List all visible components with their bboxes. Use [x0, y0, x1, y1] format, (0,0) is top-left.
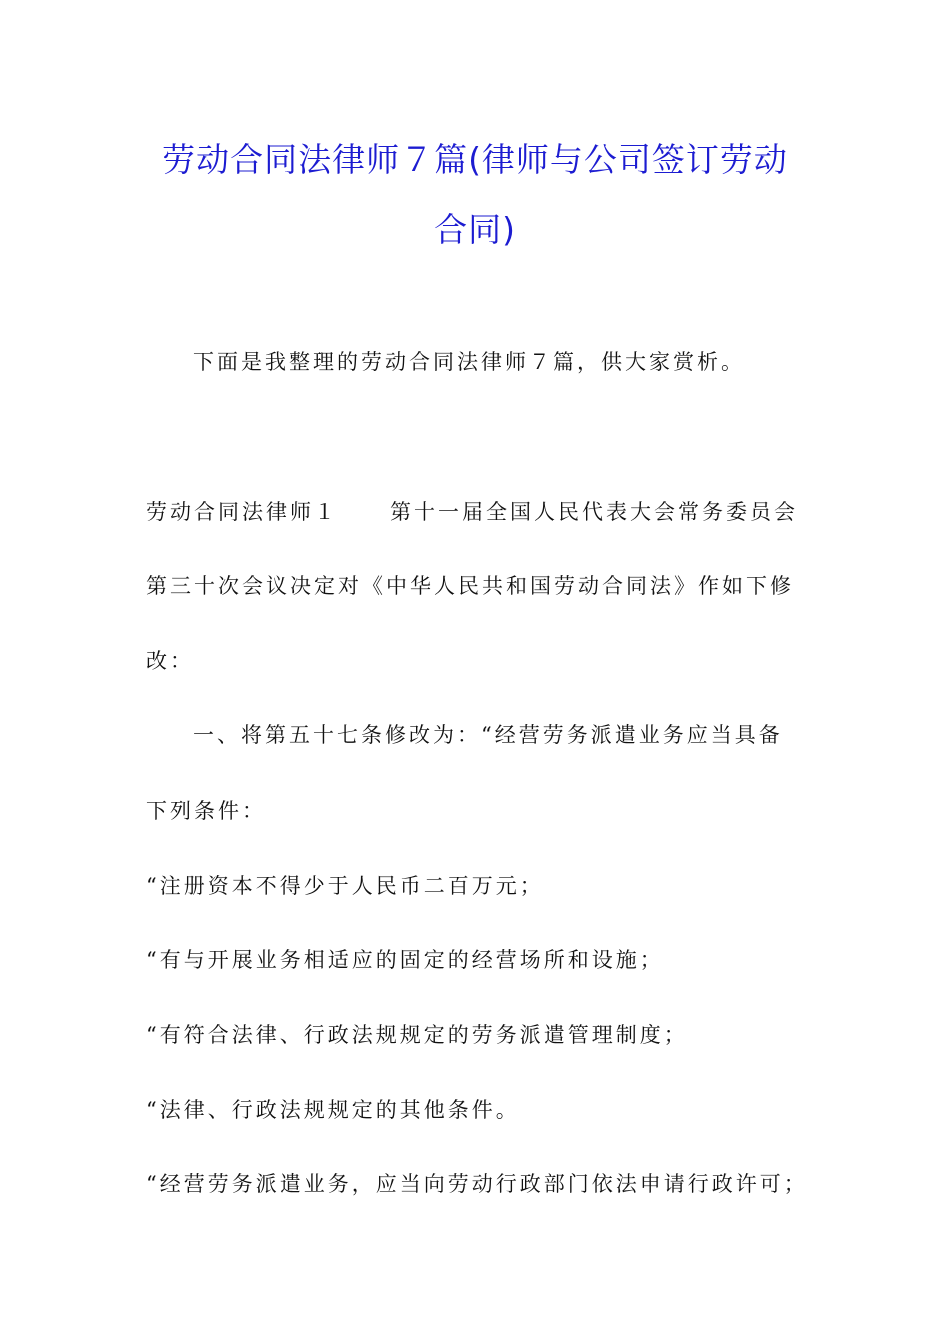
section-heading: 劳动合同法律师１ [146, 500, 338, 524]
item-1-line-2: 下列条件： [146, 799, 266, 823]
condition-line: “法律、行政法规规定的其他条件。 [146, 1098, 520, 1122]
document-title-line-1: 劳动合同法律师７篇(律师与公司签订劳动 [162, 140, 788, 179]
condition-line: “经营劳务派遣业务，应当向劳动行政部门依法申请行政许可； [146, 1172, 808, 1196]
section-1-line-2: 第三十次会议决定对《中华人民共和国劳动合同法》作如下修 [146, 574, 794, 598]
section-text: 第十一届全国人民代表大会常务委员会 [390, 500, 798, 524]
intro-paragraph: 下面是我整理的劳动合同法律师７篇，供大家赏析。 [193, 350, 745, 374]
document-title-line-2: 合同) [434, 210, 516, 249]
section-1-first-line [146, 496, 798, 526]
section-1-line-3: 改： [146, 649, 194, 673]
condition-line: “有与开展业务相适应的固定的经营场所和设施； [146, 948, 664, 972]
condition-line: “注册资本不得少于人民币二百万元； [146, 874, 544, 898]
condition-line: “有符合法律、行政法规规定的劳务派遣管理制度； [146, 1023, 688, 1047]
item-1-line-1: 一、将第五十七条修改为：“经营劳务派遣业务应当具备 [193, 723, 783, 747]
